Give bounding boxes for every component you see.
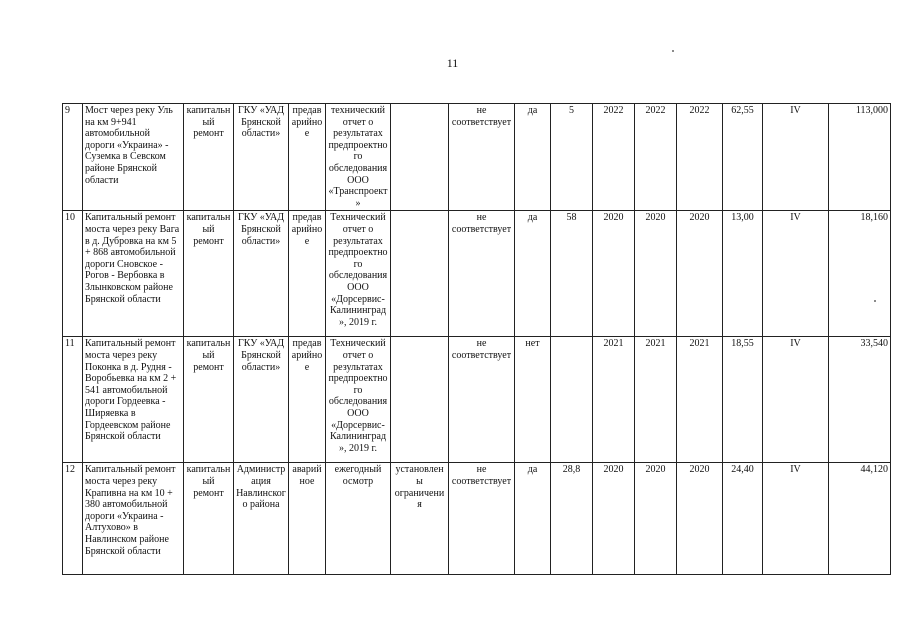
object-name: Капитальный ремонт моста через реку Вага в д. Дубровка на км 5 + 868 автомобильной дороги Сновское - Рогов - Вербовка в Злынковском районе Брянской области (83, 211, 184, 337)
traffic-restriction (391, 104, 449, 211)
work-type: капитальный ремонт (184, 463, 234, 575)
flag: да (515, 211, 551, 337)
compliance: не соответствует (449, 463, 515, 575)
table-row (63, 463, 891, 575)
object-name: Капитальный ремонт моста через реку Поконка в д. Рудня - Воробьевка на км 2 + 541 автомобильной дороги Гордеевка - Ширяевка в Гордеевском районе Брянской области (83, 337, 184, 463)
score: 5 (551, 104, 593, 211)
row-number: 9 (63, 104, 83, 211)
year-a: 2020 (593, 463, 635, 575)
owner: ГКУ «УАД Брянской области» (234, 337, 289, 463)
table-row (63, 104, 891, 211)
cost: 113,000 (829, 104, 891, 211)
category: IV (763, 211, 829, 337)
year-a: 2020 (593, 211, 635, 337)
year-b: 2020 (635, 211, 677, 337)
category: IV (763, 337, 829, 463)
owner: ГКУ «УАД Брянской области» (234, 211, 289, 337)
year-b: 2020 (635, 463, 677, 575)
score: 28,8 (551, 463, 593, 575)
traffic-restriction: установлены ограничения (391, 463, 449, 575)
basis-document: Технический отчет о результатах предпроектного обследования ООО «Дорсервис-Калининград», 2019 г. (326, 211, 391, 337)
work-type: капитальный ремонт (184, 104, 234, 211)
year-b: 2021 (635, 337, 677, 463)
bridges-table (62, 103, 891, 575)
table-row (63, 211, 891, 337)
traffic-restriction (391, 337, 449, 463)
length: 24,40 (723, 463, 763, 575)
row-number: 10 (63, 211, 83, 337)
work-type: капитальный ремонт (184, 211, 234, 337)
year-b: 2022 (635, 104, 677, 211)
cost: 44,120 (829, 463, 891, 575)
object-name: Капитальный ремонт моста через реку Крапивна на км 10 + 380 автомобильной дороги «Украина - Алтухово» в Навлинском районе Брянской области (83, 463, 184, 575)
row-number: 12 (63, 463, 83, 575)
basis-document (326, 104, 391, 211)
table-row (63, 337, 891, 463)
basis-document: Технический отчет о результатах предпроектного обследования ООО «Дорсервис-Калининград», 2019 г. (326, 337, 391, 463)
year-a: 2022 (593, 104, 635, 211)
technical-state: аварийное (289, 463, 326, 575)
scan-speck (672, 50, 674, 52)
traffic-restriction (391, 211, 449, 337)
technical-state: предаварийное (289, 211, 326, 337)
length: 13,00 (723, 211, 763, 337)
owner: Администрация Навлинского района (234, 463, 289, 575)
owner: ГКУ «УАД Брянской области» (234, 104, 289, 211)
category: IV (763, 104, 829, 211)
length: 18,55 (723, 337, 763, 463)
year-c: 2020 (677, 211, 723, 337)
compliance: не соответствует (449, 211, 515, 337)
page-number: 11 (446, 56, 459, 70)
flag: нет (515, 337, 551, 463)
flag: да (515, 463, 551, 575)
technical-state: предаварийное (289, 104, 326, 211)
scan-speck (874, 300, 876, 302)
work-type: капитальный ремонт (184, 337, 234, 463)
cost: 18,160 (829, 211, 891, 337)
object-name: Мост через реку Уль на км 9+941 автомобильной дороги «Украина» - Суземка в Севском районе Брянской области (83, 104, 184, 211)
length: 62,55 (723, 104, 763, 211)
basis-document: ежегодный осмотр (326, 463, 391, 575)
technical-state: предаварийное (289, 337, 326, 463)
basis-text: технический отчет о результатах предпроектного обследования ООО «Транспроект» (328, 105, 388, 209)
year-c: 2021 (677, 337, 723, 463)
compliance: не соответствует (449, 104, 515, 211)
compliance: не соответствует (449, 337, 515, 463)
year-c: 2022 (677, 104, 723, 211)
year-c: 2020 (677, 463, 723, 575)
score (551, 337, 593, 463)
row-number: 11 (63, 337, 83, 463)
score: 58 (551, 211, 593, 337)
cost: 33,540 (829, 337, 891, 463)
category: IV (763, 463, 829, 575)
year-a: 2021 (593, 337, 635, 463)
flag: да (515, 104, 551, 211)
